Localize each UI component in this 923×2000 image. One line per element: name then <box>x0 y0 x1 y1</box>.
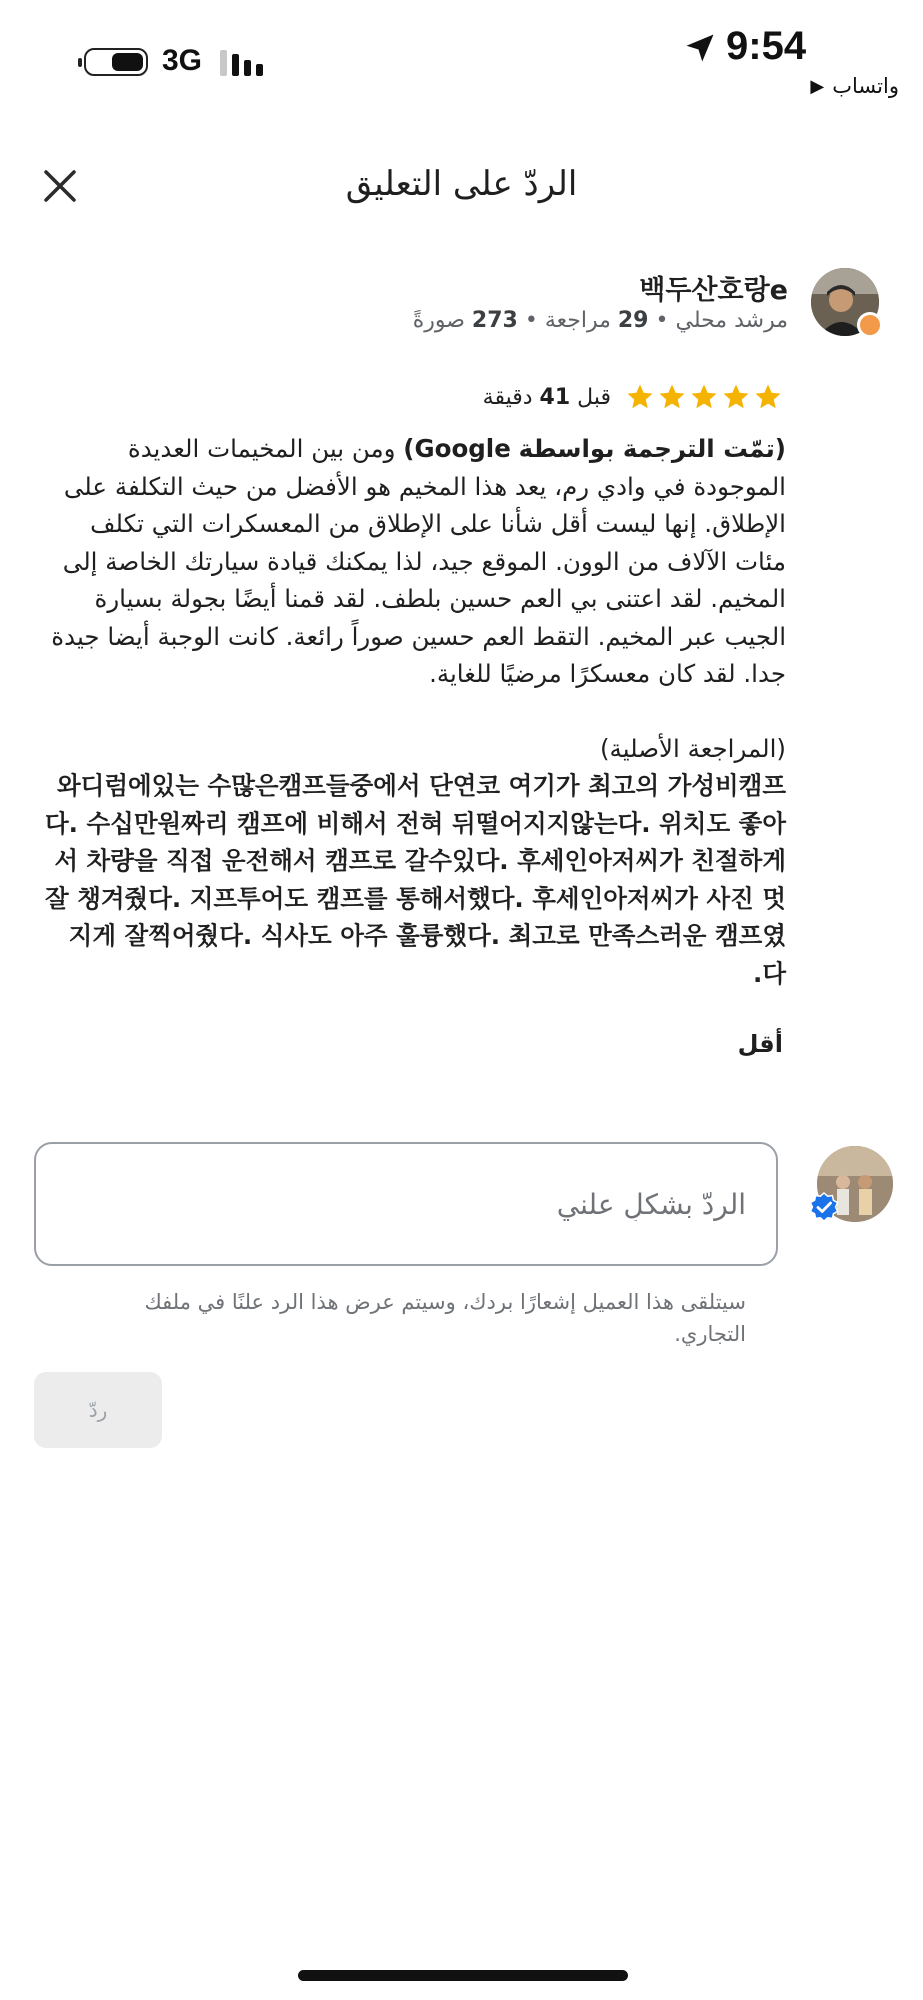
home-indicator[interactable] <box>298 1970 628 1981</box>
meta-separator: • <box>655 308 669 333</box>
status-bar <box>0 0 923 110</box>
meta-reviews-count: 29 <box>617 308 649 333</box>
star-icon <box>721 382 751 412</box>
verified-badge-icon <box>809 1192 839 1222</box>
rating-row <box>483 382 783 412</box>
location-arrow-icon <box>682 30 718 66</box>
local-guide-badge-icon <box>857 312 883 338</box>
play-triangle-icon: ▶ <box>810 75 825 97</box>
status-time: 9:54 <box>726 24 807 68</box>
meta-photos-count: 273 <box>471 308 518 333</box>
translated-review <box>44 430 786 693</box>
page-title: الردّ على التعليق <box>345 164 578 204</box>
read-less-link[interactable]: أقل <box>737 1030 783 1058</box>
translation-brand: Google <box>414 434 511 463</box>
back-to-app-link[interactable] <box>810 74 899 98</box>
time-unit: دقيقة <box>482 384 533 410</box>
time-prefix: قبل <box>577 384 611 410</box>
star-icon <box>689 382 719 412</box>
review-time <box>483 385 611 410</box>
close-icon[interactable] <box>40 166 80 206</box>
reply-helper-text: سيتلقى هذا العميل إشعارًا بردك، وسيتم عرض هذا الرد علنًا في ملفك التجاري. <box>144 1290 746 1346</box>
original-label: (المراجعة الأصلية) <box>600 733 786 763</box>
public-reply-input[interactable] <box>34 1142 778 1266</box>
star-icon <box>753 382 783 412</box>
battery-icon <box>84 48 148 76</box>
reviewer-name[interactable]: 백두산호랑e <box>639 275 788 306</box>
meta-separator: • <box>524 308 538 333</box>
back-app-label: واتساب <box>832 74 899 98</box>
translated-body: ومن بين المخيمات العديدة الموجودة في وادي رم، يعد هذا المخيم هو الأفضل من حيث التكلفة على الإطلاق. إنها ليست أقل شأنا على الإطلاق من المعسكرات التي تكلف مئات الآلاف من الوون. الموقع جيد، لذا يمكنك قيادة سيارتك الخاصة إلى المخيم. لقد اعتنى بي العم حسين بلطف. لقد قمنا أيضًا بجولة بسيارة الجيب عبر المخيم. التقط العم حسين صوراً رائعة. كانت الوجبة أيضا جيدة جدا. لقد كان معسكرًا مرضيًا للغاية. <box>51 434 786 688</box>
original-review: 와디럼에있는 수많은캠프들중에서 단연코 여기가 최고의 가성비캠프다. 수십만원짜리 캠프에 비해서 전혀 뒤떨어지지않는다. 위치도 좋아서 차량을 직접 운전해서 캠프로 갈수있다. 후세인아저씨가 친절하게 잘 챙겨줬다. 지프투어도 캠프를 통해서했다. 후세인아저씨가 사진 멋지게 잘찍어줬다. 식사도 아주 훌륭했다. 최고로 만족스러운 캠프였다. <box>45 771 786 988</box>
star-rating <box>625 382 783 412</box>
reply-button[interactable]: ردّ <box>34 1372 162 1448</box>
meta-reviews-label: مراجعة <box>544 308 611 333</box>
meta-photos-label: صورةً <box>412 308 465 333</box>
meta-role: مرشد محلي <box>675 308 788 333</box>
signal-icon <box>220 48 272 78</box>
network-type: 3G <box>162 44 203 77</box>
translation-note-close: ) <box>403 434 415 463</box>
review-text <box>44 430 786 992</box>
star-icon <box>657 382 687 412</box>
time-value: 41 <box>539 384 571 410</box>
translation-note-open: (تمّت الترجمة بواسطة <box>518 434 786 463</box>
star-icon <box>625 382 655 412</box>
reviewer-meta <box>413 308 788 333</box>
